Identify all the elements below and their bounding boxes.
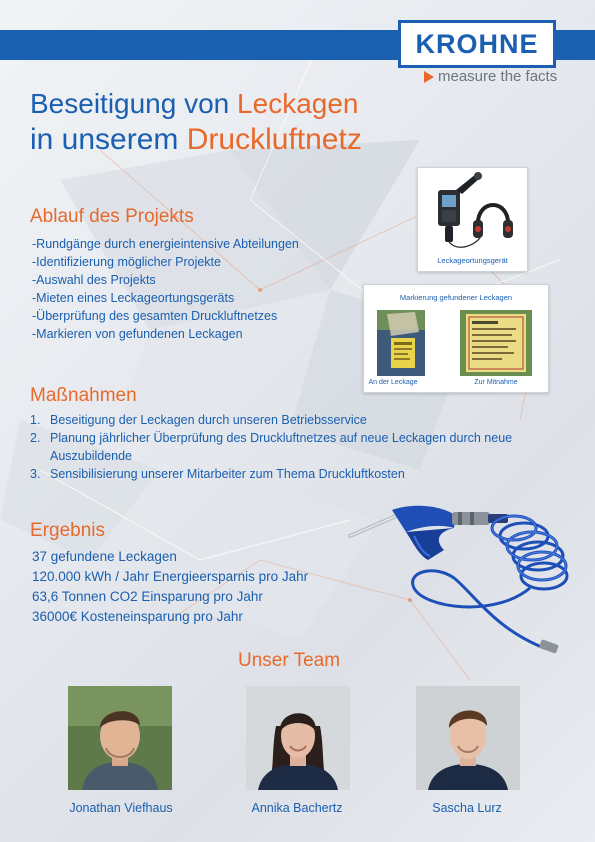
list-number: 3. (30, 467, 41, 481)
list-item: -Identifizierung möglicher Projekte (32, 255, 221, 269)
title-line-2-highlight: Druckluftnetz (186, 123, 362, 156)
list-item: -Auswahl des Projekts (32, 273, 156, 287)
logo-text: KROHNE (415, 28, 539, 59)
air-blow-gun-image (344, 498, 580, 666)
list-text: Planung jährlicher Überprüfung des Druckluftnetzes auf neue Leckagen durch neue Auszubildende (50, 431, 513, 463)
list-number: 1. (30, 413, 41, 427)
section-heading-team: Unser Team (238, 650, 341, 671)
team-photo-avatar (68, 686, 172, 790)
team-photo-avatar (246, 686, 350, 790)
list-number: 2. (30, 431, 41, 445)
marking-caption-right: Zur Mitnahme (474, 379, 518, 386)
krohne-logo (398, 20, 556, 68)
team-member-name: Annika Bachertz (251, 801, 343, 815)
leak-tag-photo (377, 310, 425, 376)
marking-title: Markierung gefundener Leckagen (399, 293, 513, 302)
list-item (30, 429, 540, 465)
team-member-name: Jonathan Viefhaus (69, 801, 173, 815)
list-text: Beseitigung der Leckagen durch unseren Betriebsservice (50, 413, 367, 427)
result-line: 63,6 Tonnen CO2 Einsparung pro Jahr (32, 589, 263, 604)
result-line: 37 gefundene Leckagen (32, 549, 177, 564)
section-heading-ergebnis: Ergebnis (30, 520, 105, 541)
section-heading-ablauf: Ablauf des Projekts (30, 206, 194, 227)
title-line-2-prefix: in unserem (30, 123, 187, 156)
tagline (424, 68, 557, 85)
team-member-name: Sascha Lurz (432, 801, 502, 815)
list-item (30, 411, 540, 429)
section-heading-massnahmen: Maßnahmen (30, 385, 137, 406)
list-item: -Rundgänge durch energieintensive Abteilungen (32, 237, 299, 251)
result-line: 120.000 kWh / Jahr Energieersparnis pro Jahr (32, 569, 309, 584)
massnahmen-list (30, 411, 540, 483)
tagline-text: measure the facts (438, 68, 558, 85)
team-photo-avatar (416, 686, 520, 790)
device-caption: Leckageortungsgerät (437, 256, 508, 265)
list-item: -Überprüfung des gesamten Druckluftnetzes (32, 309, 278, 323)
leak-tag-sheet-photo (460, 310, 532, 376)
result-line: 36000€ Kosteneinsparung pro Jahr (32, 609, 243, 624)
ablauf-list (32, 235, 299, 343)
leak-marking-image-card (363, 284, 549, 393)
leak-detector-image-card (417, 167, 528, 272)
page-title (30, 86, 362, 158)
leak-detector-device-illustration (418, 168, 527, 258)
ergebnis-results (32, 547, 308, 627)
title-line-2 (30, 122, 362, 158)
list-text: Sensibilisierung unserer Mitarbeiter zum Thema Druckluftkosten (50, 467, 405, 481)
title-line-1-highlight: Leckagen (237, 88, 359, 119)
list-item: -Markieren von gefundenen Leckagen (32, 327, 243, 341)
list-item (30, 465, 540, 483)
title-line-1 (30, 86, 362, 122)
list-item: -Mieten eines Leckageortungsgeräts (32, 291, 235, 305)
marking-caption-left: An der Leckage (368, 379, 418, 386)
play-arrow-icon (424, 71, 434, 83)
title-line-1-prefix: Beseitigung von (30, 88, 238, 119)
